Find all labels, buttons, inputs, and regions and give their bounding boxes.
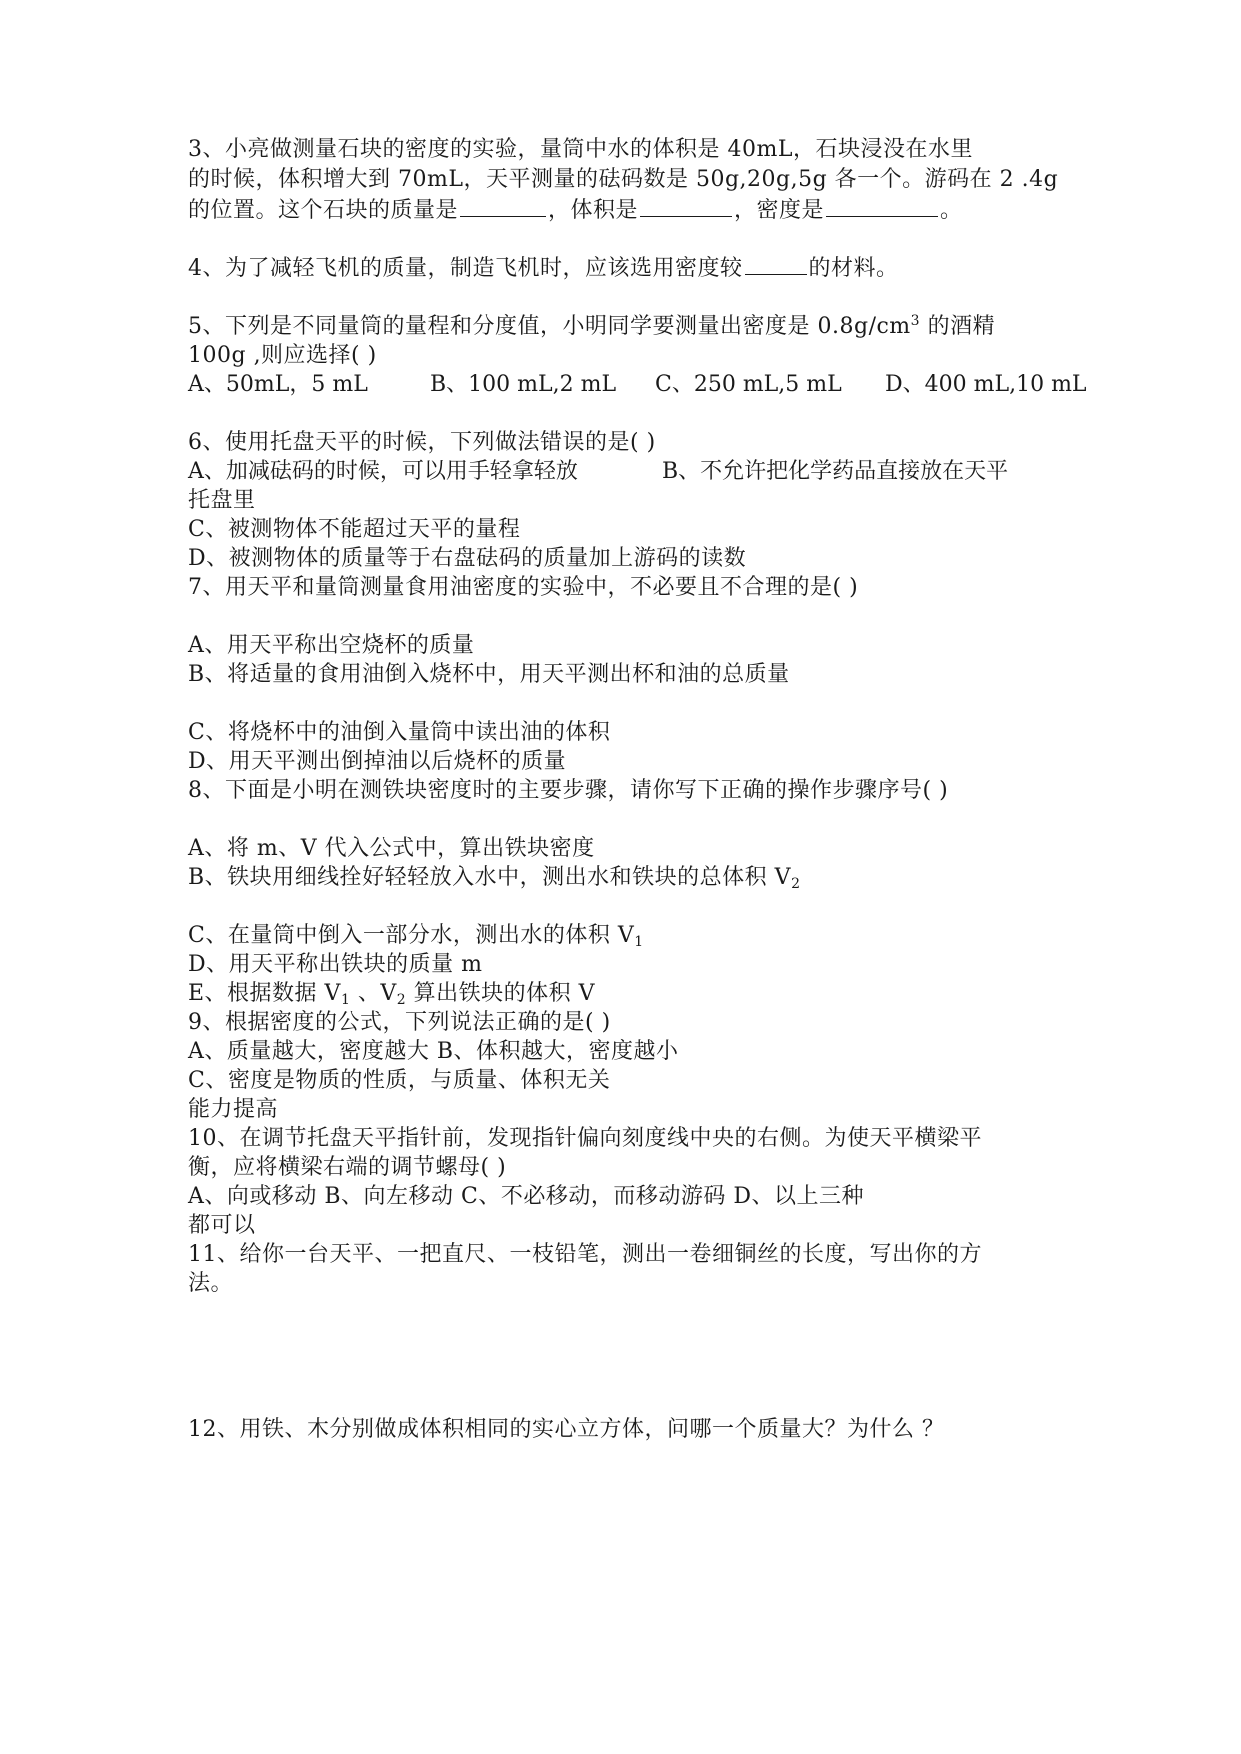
q8-option-e-c: 算出铁块的体积 V	[406, 981, 596, 1006]
q6-option-b: B、不允许把化学药品直接放在天平	[662, 459, 1009, 484]
q6-option-d: D、被测物体的质量等于右盘砝码的质量加上游码的读数	[188, 546, 747, 571]
q5-option-c: C、250 mL,5 mL	[655, 372, 842, 397]
q5-line2: 100g ,则应选择( )	[188, 343, 377, 368]
q8-option-c-subscript: 1	[634, 934, 644, 950]
density-answer-blank[interactable]	[826, 196, 938, 217]
q8-option-b	[188, 864, 800, 892]
q7-stem: 7、用天平和量筒测量食用油密度的实验中，不必要且不合理的是( )	[188, 575, 859, 600]
q8-option-e	[188, 980, 595, 1008]
q8-option-e-sub2: 2	[396, 992, 407, 1008]
q6-option-b-cont: 托盘里	[188, 488, 256, 513]
q4-line	[188, 254, 899, 283]
q6-option-a: A、加减砝码的时候，可以用手轻拿轻放	[188, 459, 578, 484]
q9-options-ab: A、质量越大，密度越大 B、体积越大，密度越小	[188, 1039, 679, 1064]
q3-line3-a: 的位置。这个石块的质量是	[188, 198, 459, 223]
q8-option-c-text: C、在量筒中倒入一部分水，测出水的体积 V	[188, 923, 635, 948]
q8-stem: 8、下面是小明在测铁块密度时的主要步骤，请你写下正确的操作步骤序号( )	[188, 778, 949, 803]
q9-option-c: C、密度是物质的性质，与质量、体积无关	[188, 1068, 611, 1093]
q5-option-a: A、50mL，5 mL	[188, 372, 368, 397]
q7-option-a: A、用天平称出空烧杯的质量	[188, 633, 475, 658]
q8-option-b-subscript: 2	[791, 876, 801, 892]
q11-line2: 法。	[188, 1271, 234, 1296]
q4-text-a: 4、为了减轻飞机的质量，制造飞机时，应该选用密度较	[188, 256, 743, 281]
volume-answer-blank[interactable]	[640, 196, 732, 217]
q3-line3-c: ，密度是	[734, 198, 825, 223]
q10-options: A、向或移动 B、向左移动 C、不必移动，而移动游码 D、以上三种	[188, 1184, 865, 1209]
q10-line2: 衡，应将横梁右端的调节螺母( )	[188, 1155, 507, 1180]
q8-option-e-sub1: 1	[340, 992, 351, 1008]
q6-option-c: C、被测物体不能超过天平的量程	[188, 517, 521, 542]
q9-stem: 9、根据密度的公式，下列说法正确的是( )	[188, 1010, 611, 1035]
q6-stem: 6、使用托盘天平的时候，下列做法错误的是( )	[188, 430, 656, 455]
q5-option-b: B、100 mL,2 mL	[430, 372, 617, 397]
q5-option-d: D、400 mL,10 mL	[885, 372, 1087, 397]
q3-line3-b: ，体积是	[548, 198, 639, 223]
q11-line1: 11、给你一台天平、一把直尺、一枝铅笔，测出一卷细铜丝的长度，写出你的方	[188, 1242, 982, 1267]
q5-line1	[188, 313, 995, 341]
q7-option-c: C、将烧杯中的油倒入量筒中读出油的体积	[188, 720, 611, 745]
q7-option-b: B、将适量的食用油倒入烧杯中，用天平测出杯和油的总质量	[188, 662, 790, 687]
q10-options-cont: 都可以	[188, 1213, 256, 1238]
q4-answer-blank[interactable]	[745, 254, 807, 275]
q8-option-d: D、用天平称出铁块的质量 m	[188, 952, 483, 977]
q10-line1: 10、在调节托盘天平指针前，发现指针偏向刻度线中央的右侧。为使天平横梁平	[188, 1126, 982, 1151]
q8-option-e-b: 、V	[350, 981, 397, 1006]
q5-superscript: 3	[910, 313, 921, 329]
q5-line1-b: 的酒精	[920, 314, 996, 339]
section-heading: 能力提高	[188, 1097, 279, 1122]
q12-text: 12、用铁、木分别做成体积相同的实心立方体，问哪一个质量大？为什么 ？	[188, 1417, 945, 1442]
q3-line1: 3、小亮做测量石块的密度的实验，量筒中水的体积是 40mL，石块浸没在水里	[188, 137, 973, 162]
q8-option-e-a: E、根据数据 V	[188, 981, 341, 1006]
mass-answer-blank[interactable]	[460, 196, 546, 217]
q8-option-b-text: B、铁块用细线拴好轻轻放入水中，测出水和铁块的总体积 V	[188, 865, 792, 890]
q3-line3	[188, 196, 963, 225]
q3-line2: 的时候，体积增大到 70mL，天平测量的砝码数是 50g,20g,5g 各一个。游码在 2 .4g	[188, 167, 1059, 192]
q3-line3-d: 。	[940, 198, 963, 223]
q4-text-b: 的材料。	[808, 256, 899, 281]
q8-option-c	[188, 922, 644, 950]
q5-line1-a: 5、下列是不同量筒的量程和分度值，小明同学要测量出密度是 0.8g/cm	[188, 314, 911, 339]
q7-option-d: D、用天平测出倒掉油以后烧杯的质量	[188, 749, 567, 774]
q8-option-a: A、将 m、V 代入公式中，算出铁块密度	[188, 836, 595, 861]
